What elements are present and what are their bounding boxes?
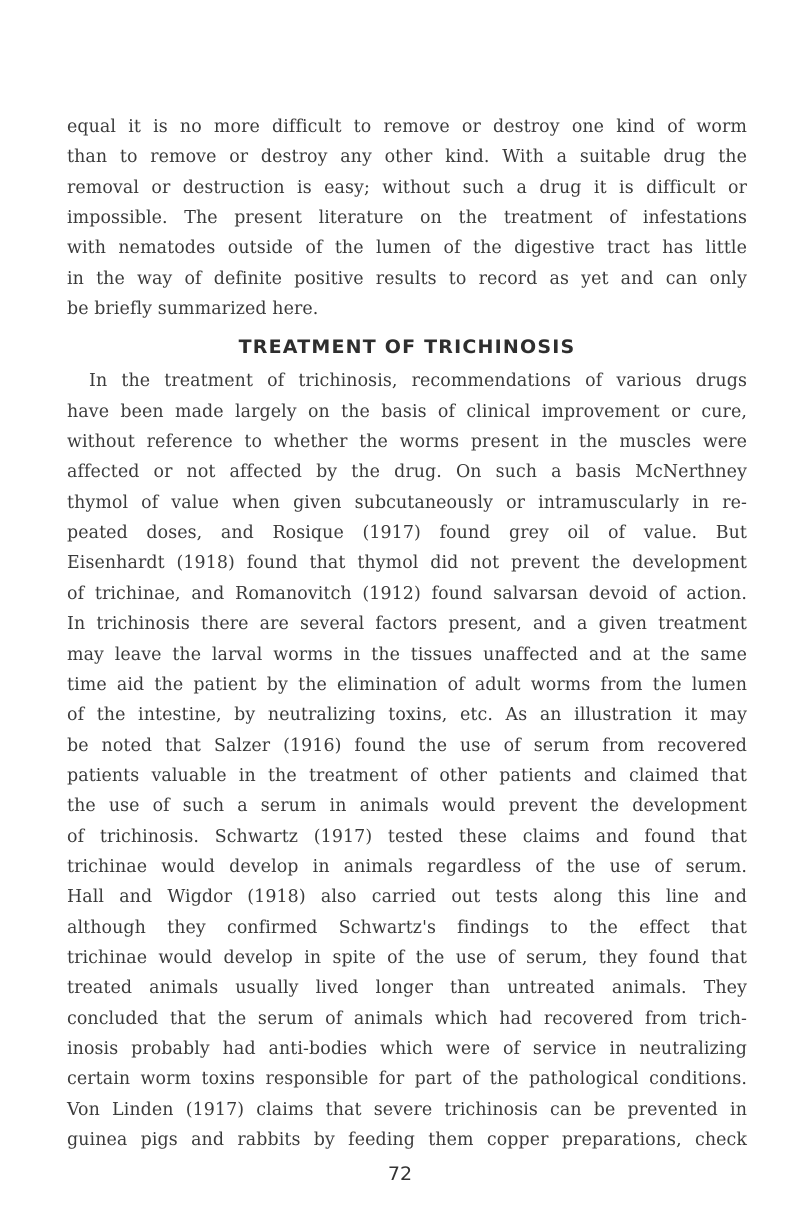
text-line: in the way of definite positive results to record as yet and can only (67, 268, 747, 289)
text-line: In the treatment of trichinosis, recommendations of various drugs (89, 371, 747, 392)
paragraph-1 (67, 112, 747, 324)
text-line: Von Linden (1917) claims that severe trichinosis can be prevented in (67, 1099, 747, 1120)
text-line: patients valuable in the treatment of other patients and claimed that (67, 765, 747, 786)
text-line: be briefly summarized here. (67, 299, 319, 320)
text-line: concluded that the serum of animals which had recovered from trich- (67, 1008, 747, 1029)
text-line: removal or destruction is easy; without such a drug it is difficult or (67, 177, 747, 198)
text-line: peated doses, and Rosique (1917) found grey oil of value. But (67, 523, 747, 544)
text-line: of trichinae, and Romanovitch (1912) found salvarsan devoid of action. (67, 583, 747, 604)
text-line: although they confirmed Schwartz's findings to the effect that (67, 917, 747, 938)
text-line: guinea pigs and rabbits by feeding them copper preparations, check (67, 1130, 747, 1150)
page-number: 72 (387, 1163, 413, 1185)
text-line: treated animals usually lived longer than untreated animals. They (67, 978, 747, 999)
text-line: of the intestine, by neutralizing toxins, etc. As an illustration it may (67, 705, 747, 726)
text-line: may leave the larval worms in the tissues unaffected and at the same (67, 644, 747, 665)
section-heading: TREATMENT OF TRICHINOSIS (238, 336, 576, 359)
text-line: certain worm toxins responsible for part of the pathological conditions. (67, 1069, 747, 1090)
paragraph-2 (67, 366, 747, 1155)
page-body (67, 112, 747, 1155)
text-line: affected or not affected by the drug. On such a basis McNerthney (67, 462, 747, 483)
text-line: trichinae would develop in animals regardless of the use of serum. (67, 856, 747, 877)
text-line: Eisenhardt (1918) found that thymol did not prevent the development (67, 553, 747, 574)
text-line: than to remove or destroy any other kind. With a suitable drug the (67, 147, 747, 168)
text-line: of trichinosis. Schwartz (1917) tested these claims and found that (67, 826, 747, 847)
text-line: trichinae would develop in spite of the use of serum, they found that (67, 947, 747, 968)
text-line: the use of such a serum in animals would prevent the development (67, 796, 747, 817)
text-line: have been made largely on the basis of clinical improvement or cure, (67, 401, 747, 422)
text-line: be noted that Salzer (1916) found the use of serum from recovered (67, 735, 747, 756)
text-line: Hall and Wigdor (1918) also carried out tests along this line and (67, 887, 747, 908)
text-line: thymol of value when given subcutaneously or intramuscularly in re- (67, 492, 747, 513)
text-line: without reference to whether the worms present in the muscles were (67, 432, 747, 453)
text-line: impossible. The present literature on the treatment of infestations (67, 208, 747, 229)
text-line: inosis probably had anti-bodies which were of service in neutralizing (67, 1038, 747, 1059)
text-line: time aid the patient by the elimination of adult worms from the lumen (67, 674, 747, 695)
text-line: with nematodes outside of the lumen of the digestive tract has little (67, 238, 747, 259)
text-line: In trichinosis there are several factors present, and a given treatment (67, 614, 747, 635)
text-line: equal it is no more difficult to remove or destroy one kind of worm (67, 117, 747, 137)
